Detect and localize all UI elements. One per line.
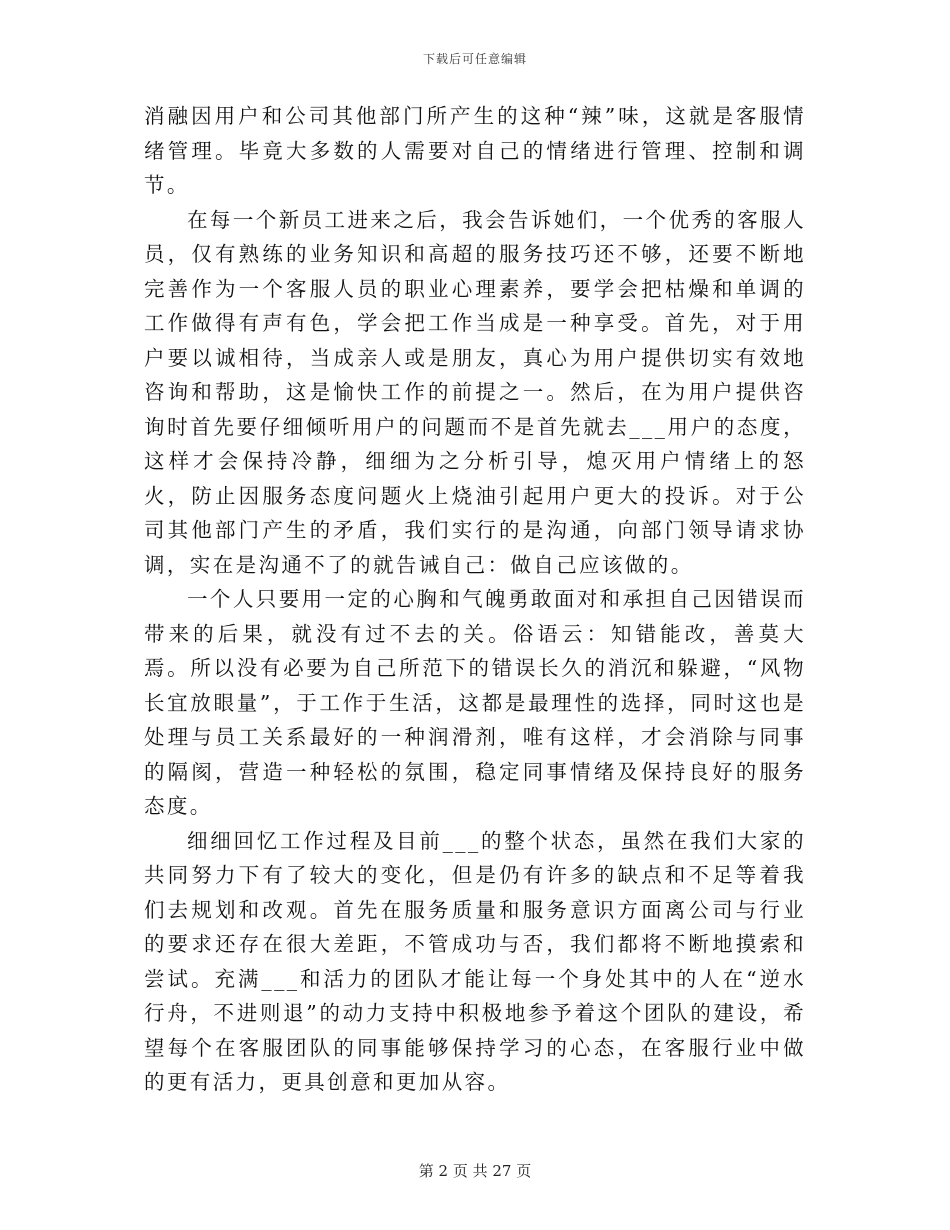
paragraph: 在每一个新员工进来之后，我会告诉她们，一个优秀的客服人员，仅有熟练的业务知识和高超的服务技巧还不够，还要不断地完善作为一个客服人员的职业心理素养，要学会把枯燥和单调的工作做得有声有色，学会把工作当成是一种享受。首先，对于用户要以诚相待，当成亲人或是朋友，真心为用户提供切实有效地咨询和帮助，这是愉快工作的前提之一。然后，在为用户提供咨询时首先要仔细倾听用户的问题而不是首先就去___用户的态度，这样才会保持冷静，细细为之分析引导，熄灭用户情绪上的怒火，防止因服务态度问题火上烧油引起用户更大的投诉。对于公司其他部门产生的矛盾，我们实行的是沟通，向部门领导请求协调，实在是沟通不了的就告诫自己：做自己应该做的。 xyxy=(144,207,806,577)
page-number-footer: 第 2 页 共 27 页 xyxy=(418,1162,532,1180)
page-header-note: 下载后可任意编辑 xyxy=(422,52,527,66)
document-body xyxy=(144,99,806,1100)
paragraph-continuation: 消融因用户和公司其他部门所产生的这种“辣”味，这就是客服情绪管理。毕竟大多数的人需要对自己的情绪进行管理、控制和调节。 xyxy=(144,104,806,197)
paragraph: 一个人只要用一定的心胸和气魄勇敢面对和承担自己因错误而带来的后果，就没有过不去的关。俗语云：知错能改，善莫大焉。所以没有必要为自己所范下的错误长久的消沉和躲避，“风物长宜放眼量”，于工作于生活，这都是最理性的选择，同时这也是处理与员工关系最好的一种润滑剂，唯有这样，才会消除与同事的隔阂，营造一种轻松的氛围，稳定同事情绪及保持良好的服务态度。 xyxy=(144,587,806,818)
paragraph: 细细回忆工作过程及目前___的整个状态，虽然在我们大家的共同努力下有了较大的变化，但是仍有许多的缺点和不足等着我们去规划和改观。首先在服务质量和服务意识方面离公司与行业的要求还存在很大差距，不管成功与否，我们都将不断地摸索和尝试。充满___和活力的团队才能让每一个身处其中的人在“逆水行舟，不进则退”的动力支持中积极地参予着这个团队的建设，希望每个在客服团队的同事能够保持学习的心态，在客服行业中做的更有活力，更具创意和更加从容。 xyxy=(144,828,806,1094)
